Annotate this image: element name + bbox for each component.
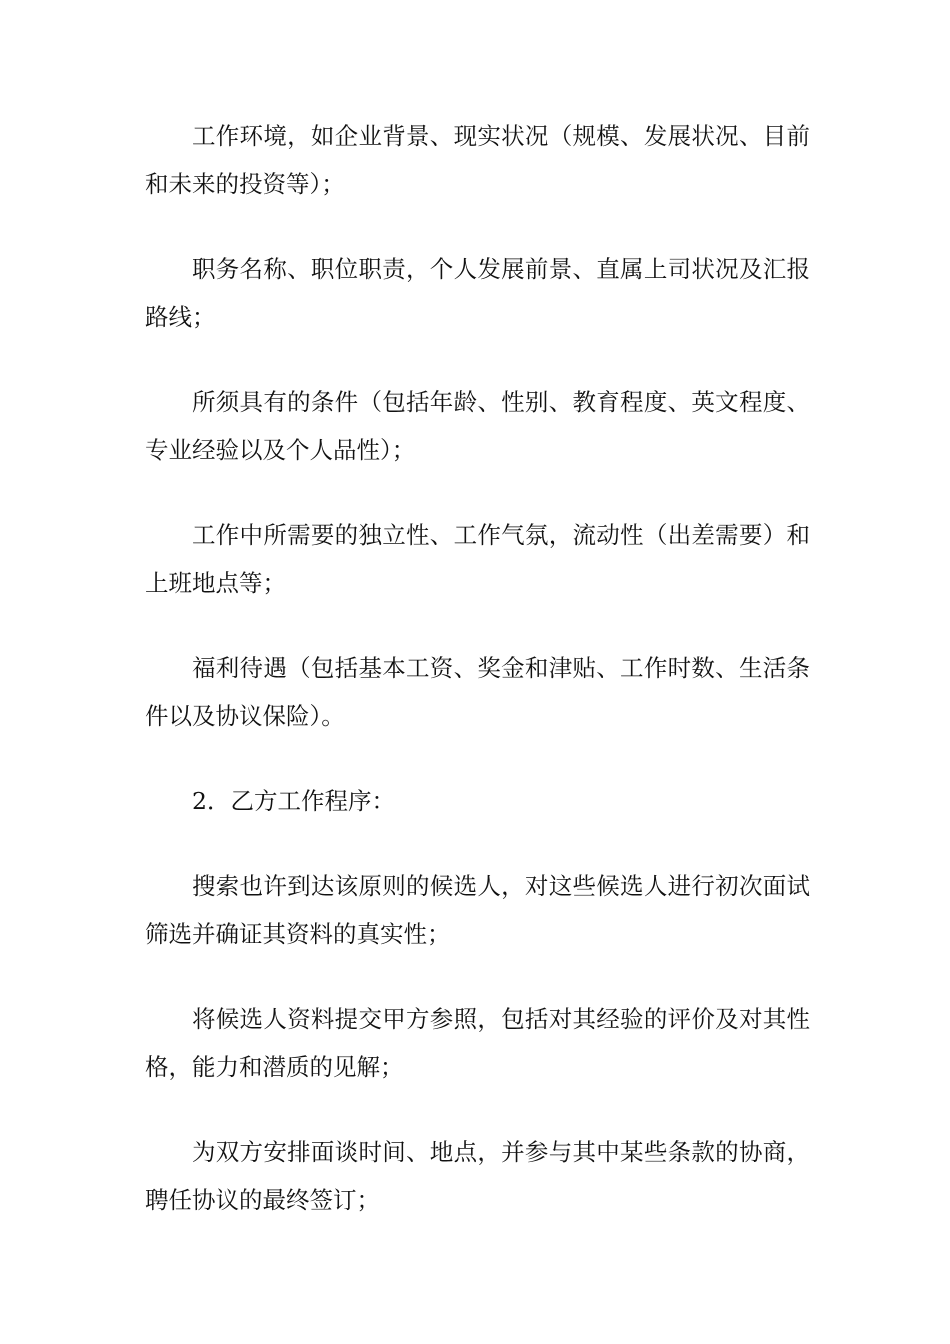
paragraph-benefits: 福利待遇（包括基本工资、奖金和津贴、工作时数、生活条件以及协议保险）。 — [145, 654, 810, 730]
paragraph-submit-candidates: 将候选人资料提交甲方参照，包括对其经验的评价及对其性格，能力和潜质的见解； — [145, 1005, 810, 1081]
section-heading-procedure: 2．乙方工作程序： — [192, 787, 395, 815]
paragraph-work-conditions: 工作中所需要的独立性、工作气氛，流动性（出差需要）和上班地点等； — [145, 521, 810, 597]
paragraph-job-title: 职务名称、职位职责，个人发展前景、直属上司状况及汇报路线； — [145, 255, 810, 331]
paragraph-arrange-interviews: 为双方安排面谈时间、地点，并参与其中某些条款的协商，聘任协议的最终签订； — [145, 1138, 810, 1214]
document-body — [145, 112, 810, 1261]
paragraph-requirements: 所须具有的条件（包括年龄、性别、教育程度、英文程度、专业经验以及个人品性）； — [145, 388, 810, 464]
paragraph-work-environment: 工作环境，如企业背景、现实状况（规模、发展状况、目前和未来的投资等）； — [145, 122, 810, 198]
paragraph-candidate-search: 搜索也许到达该原则的候选人，对这些候选人进行初次面试筛选并确证其资料的真实性； — [145, 872, 810, 948]
